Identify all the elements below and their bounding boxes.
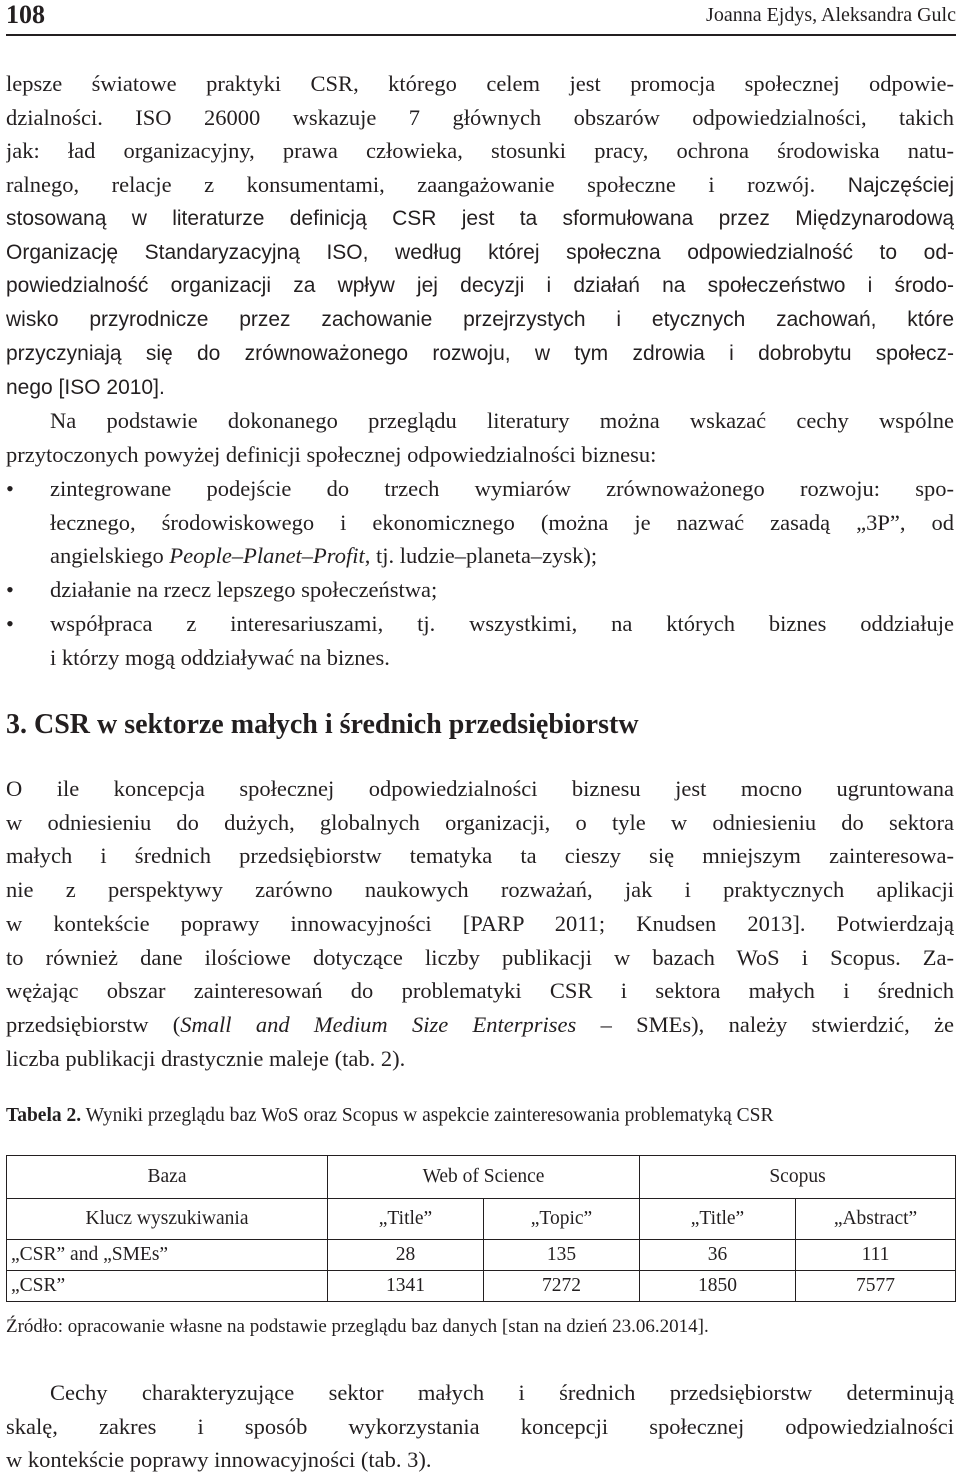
- text-line: nego [ISO 2010].: [6, 375, 165, 399]
- table-header-cell: „Title”: [328, 1199, 484, 1240]
- text-line: wisko przyrodnicze przez zachowanie przejrzystych i etycznych zachowań, które: [6, 308, 954, 332]
- text-segment: ralnego, relacje z konsumentami, zaangażowanie społeczne i rozwój.: [6, 172, 816, 198]
- table-cell: „CSR”: [7, 1271, 328, 1302]
- table-header-cell: Scopus: [640, 1156, 956, 1199]
- text-line: to również dane ilościowe dotyczące liczby publikacji w bazach WoS i Scopus. Za-: [6, 944, 954, 970]
- table-header-cell: Klucz wyszukiwania: [7, 1199, 328, 1240]
- text-line: stosowaną w literaturze definicją CSR jest ta sformułowana przez Międzynarodową: [6, 207, 954, 230]
- text-line: lepsze światowe praktyki CSR, którego celem jest promocja społecznej odpowie-: [6, 71, 954, 96]
- text-line: w odniesieniu do dużych, globalnych organizacji, o tyle w odniesieniu do sektora: [6, 809, 954, 835]
- table-row: [7, 1271, 956, 1302]
- text-line: przyczyniają się do zrównoważonego rozwoju, w tym zdrowia i dobrobytu społecz-: [6, 341, 954, 365]
- text-line: Cechy charakteryzujące sektor małych i średnich przedsiębiorstw determinują: [50, 1380, 954, 1405]
- bullet-list: [6, 472, 954, 674]
- table-source-note: Źródło: opracowanie własne na podstawie przeglądu baz danych [stan na dzień 23.06.2014].: [6, 1316, 709, 1337]
- list-item: [6, 607, 954, 674]
- bullet-icon: •: [6, 476, 14, 501]
- text-line: skalę, zakres i sposób wykorzystania koncepcji społecznej odpowiedzialności: [6, 1413, 954, 1439]
- table-cell: 7577: [796, 1271, 956, 1302]
- table-header-cell: Web of Science: [328, 1156, 640, 1199]
- text-line: działanie na rzecz lepszego społeczeństwa;: [50, 577, 438, 603]
- text-line: liczba publikacji drastycznie maleje (tab. 2).: [6, 1045, 406, 1071]
- text-line: wężając obszar zainteresowań do problematyki CSR i sektora małych i średnich: [6, 978, 954, 1004]
- list-item: [6, 573, 954, 607]
- running-header-authors: Joanna Ejdys, Aleksandra Gulc: [706, 4, 956, 26]
- text-line: nie z perspektywy zarówno naukowych rozważań, jak i praktycznych aplikacji: [6, 877, 954, 903]
- table-row: [7, 1240, 956, 1271]
- paragraph-common-features: [6, 404, 954, 471]
- text-line-mixed: [50, 539, 954, 573]
- text-line: dzialności. ISO 26000 wskazuje 7 głównych obszarów odpowiedzialności, takich: [6, 104, 954, 130]
- text-segment: – SMEs), należy stwierdzić, że: [576, 1011, 954, 1037]
- text-line: małych i średnich przedsiębiorstw tematyka ta cieszy się mniejszym zainteresowa-: [6, 843, 954, 869]
- table-caption-label: Tabela 2.: [6, 1105, 82, 1126]
- text-segment: , tj. ludzie–planeta–zysk);: [364, 543, 598, 569]
- text-line-mixed: [6, 1008, 954, 1042]
- table-header-cell: „Title”: [640, 1199, 796, 1240]
- text-segment-sans: Najczęściej: [847, 174, 954, 198]
- table-cell: 111: [796, 1240, 956, 1271]
- table-caption: [6, 1105, 954, 1127]
- section-heading: 3. CSR w sektorze małych i średnich przedsiębiorstw: [6, 709, 639, 740]
- text-line: w kontekście poprawy innowacyjności (tab. 3).: [6, 1447, 432, 1473]
- paragraph-csr-definition: [6, 202, 954, 404]
- results-table: [6, 1155, 956, 1302]
- list-item: [6, 472, 954, 573]
- table-cell: 28: [328, 1240, 484, 1271]
- table-cell: 135: [484, 1240, 640, 1271]
- text-line: i którzy mogą oddziaływać na biznes.: [50, 644, 390, 670]
- bullet-icon: •: [6, 577, 14, 603]
- text-line: Na podstawie dokonanego przeglądu literatury można wskazać cechy wspólne: [50, 408, 954, 433]
- text-line: O ile koncepcja społecznej odpowiedzialności biznesu jest mocno ugruntowana: [6, 776, 954, 801]
- text-line: współpraca z interesariuszami, tj. wszystkimi, na których biznes oddziałuje: [50, 610, 954, 636]
- table-header-cell: „Abstract”: [796, 1199, 956, 1240]
- page-number: 108: [6, 0, 45, 29]
- text-segment: angielskiego: [50, 543, 170, 569]
- table-cell: 36: [640, 1240, 796, 1271]
- text-line: Organizację Standaryzacyjną ISO, według której społeczna odpowiedzialność to od-: [6, 240, 954, 264]
- text-line: jak: ład organizacyjny, prawa człowieka, stosunki pracy, ochrona środowiska natu-: [6, 138, 954, 164]
- table-cell: 7272: [484, 1271, 640, 1302]
- table-header-cell: Baza: [7, 1156, 328, 1199]
- text-line: zintegrowane podejście do trzech wymiarów zrównoważonego rozwoju: spo-: [50, 476, 954, 501]
- text-line: powiedzialność organizacji za wpływ jej decyzji i działań na społeczeństwo i środo-: [6, 274, 954, 298]
- table-cell: 1341: [328, 1271, 484, 1302]
- paragraph-sme-characteristics: [6, 1376, 954, 1477]
- text-segment-italic: Small and Medium Size Enterprises: [180, 1011, 577, 1037]
- text-line: łecznego, środowiskowego i ekonomicznego (można je nazwać zasadą „3P”, od: [50, 509, 954, 535]
- table-header-cell: „Topic”: [484, 1199, 640, 1240]
- table-caption-text: Wyniki przeglądu baz WoS oraz Scopus w aspekcie zainteresowania problematyką CSR: [81, 1105, 774, 1126]
- table-cell: „CSR” and „SMEs”: [7, 1240, 328, 1271]
- running-header: [6, 0, 956, 36]
- table-header-row: [7, 1199, 956, 1240]
- text-line: w kontekście poprawy innowacyjności [PARP 2011; Knudsen 2013]. Potwierdzają: [6, 910, 954, 936]
- text-line: przytoczonych powyżej definicji społecznej odpowiedzialności biznesu:: [6, 441, 657, 467]
- bullet-icon: •: [6, 610, 14, 636]
- paragraph-sme-csr: [6, 772, 954, 1075]
- paragraph-iso26000: [6, 67, 954, 203]
- text-line-mixed: [6, 168, 954, 203]
- table-cell: 1850: [640, 1271, 796, 1302]
- table-header-row: [7, 1156, 956, 1199]
- text-segment: przedsiębiorstw (: [6, 1011, 181, 1037]
- text-segment-italic: People–Planet–Profit: [169, 543, 365, 569]
